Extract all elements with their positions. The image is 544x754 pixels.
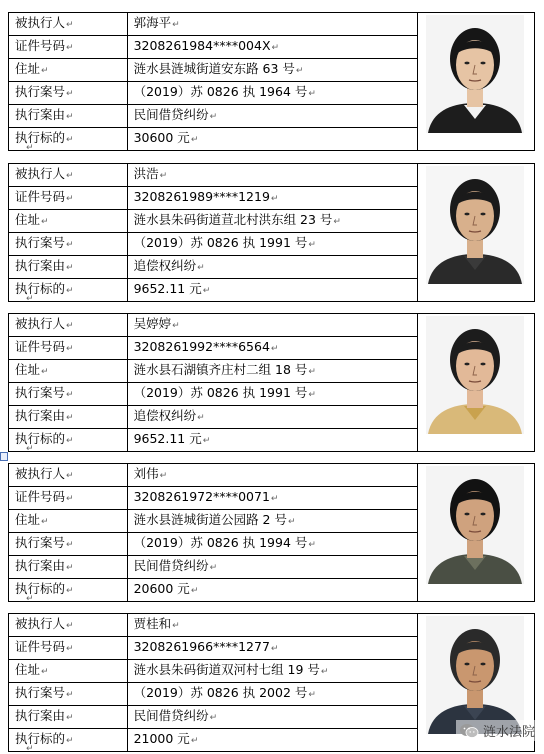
- field-value: [127, 187, 418, 210]
- watermark-text: 涟水法院: [482, 725, 535, 740]
- field-label: [9, 314, 128, 337]
- field-label-text: 住址: [15, 212, 41, 227]
- field-value-text: 刘伟: [133, 466, 159, 481]
- cell-end-mark: ↵: [66, 344, 74, 354]
- field-label: [9, 510, 128, 533]
- portrait-photo: [426, 616, 524, 734]
- portrait-photo: [426, 466, 524, 584]
- field-label-text: 住址: [15, 512, 41, 527]
- field-value-text: 贾桂和: [133, 616, 172, 631]
- field-value-text: 洪浩: [133, 166, 159, 181]
- field-value: [127, 210, 418, 233]
- cell-end-mark: ↵: [308, 367, 316, 377]
- cell-end-mark: ↵: [66, 194, 74, 204]
- cell-end-mark: ↵: [66, 135, 74, 145]
- field-label-text: 执行案由: [15, 558, 66, 573]
- cell-end-mark: ↵: [66, 563, 74, 573]
- field-label-text: 执行标的: [15, 731, 66, 746]
- field-label-text: 证件号码: [15, 189, 66, 204]
- record-table: [8, 463, 535, 602]
- field-value-text: 追偿权纠纷: [133, 408, 197, 423]
- record-table: [8, 12, 535, 151]
- field-value: [127, 556, 418, 579]
- field-label: [9, 660, 128, 683]
- left-eye: [465, 663, 470, 666]
- field-value: [127, 487, 418, 510]
- cell-end-mark: ↵: [66, 171, 74, 181]
- field-label: [9, 383, 128, 406]
- photo-cell: [418, 13, 535, 151]
- cell-end-mark: ↵: [308, 240, 316, 250]
- field-value-text: 3208261966****1277: [133, 639, 270, 654]
- field-value: [127, 256, 418, 279]
- cell-end-mark: ↵: [66, 436, 74, 446]
- cell-end-mark: ↵: [66, 112, 74, 122]
- cell-end-mark: ↵: [172, 20, 180, 30]
- field-label-text: 证件号码: [15, 639, 66, 654]
- field-label-text: 执行案号: [15, 535, 66, 550]
- field-value: [127, 683, 418, 706]
- cell-end-mark: ↵: [287, 517, 296, 527]
- field-value: [127, 614, 418, 637]
- cell-end-mark: ↵: [66, 621, 74, 631]
- cell-end-mark: ↵: [190, 135, 199, 145]
- field-label-text: 执行案由: [15, 107, 66, 122]
- defendant-record: [8, 463, 535, 602]
- cell-end-mark: ↵: [202, 286, 211, 296]
- cell-end-mark: ↵: [209, 112, 218, 122]
- cell-end-mark: ↵: [209, 713, 218, 723]
- field-value-text: （2019）苏 0826 执 2002 号: [133, 685, 308, 700]
- right-eye: [481, 513, 486, 516]
- field-label-text: 被执行人: [15, 616, 66, 631]
- field-label: [9, 556, 128, 579]
- field-label-text: 证件号码: [15, 38, 66, 53]
- field-value-text: 民间借贷纠纷: [133, 708, 209, 723]
- watermark: [456, 720, 538, 741]
- cell-end-mark: ↵: [270, 344, 279, 354]
- cell-end-mark: ↵: [41, 217, 49, 227]
- field-value-text: 涟水县涟城街道公园路 2 号: [133, 512, 287, 527]
- cell-end-mark: ↵: [159, 471, 168, 481]
- record-row: [9, 614, 535, 637]
- cell-end-mark: ↵: [41, 667, 49, 677]
- field-label: [9, 233, 128, 256]
- field-value: [127, 729, 418, 752]
- left-eye: [465, 513, 470, 516]
- record-row: [9, 314, 535, 337]
- cell-end-mark: ↵: [308, 89, 316, 99]
- photo-cell: [418, 314, 535, 452]
- cell-end-mark: ↵: [66, 690, 74, 700]
- portrait-photo: [426, 15, 524, 133]
- paragraph-mark: ↵: [26, 294, 34, 304]
- field-value-text: 涟水县涟城街道安东路 63 号: [133, 61, 295, 76]
- field-label: [9, 683, 128, 706]
- field-label-text: 证件号码: [15, 339, 66, 354]
- defendant-record: [8, 163, 535, 302]
- cell-end-mark: ↵: [190, 586, 199, 596]
- field-value: [127, 128, 418, 151]
- cell-end-mark: ↵: [66, 89, 74, 99]
- cell-end-mark: ↵: [308, 690, 316, 700]
- portrait-photo: [426, 316, 524, 434]
- cell-end-mark: ↵: [197, 263, 205, 273]
- field-value-text: （2019）苏 0826 执 1994 号: [133, 535, 308, 550]
- field-value-text: （2019）苏 0826 执 1991 号: [133, 385, 308, 400]
- cell-end-mark: ↵: [66, 586, 74, 596]
- cell-end-mark: ↵: [172, 621, 180, 631]
- cell-end-mark: ↵: [66, 263, 74, 273]
- defendant-record: [8, 12, 535, 151]
- field-label-text: 执行案号: [15, 84, 66, 99]
- field-value-text: 3208261992****6564: [133, 339, 270, 354]
- cell-end-mark: ↵: [270, 494, 279, 504]
- cell-end-mark: ↵: [66, 540, 74, 550]
- cell-end-mark: ↵: [295, 66, 304, 76]
- field-label-text: 证件号码: [15, 489, 66, 504]
- portrait-photo: [426, 166, 524, 284]
- field-label-text: 住址: [15, 662, 41, 677]
- field-label-text: 执行案由: [15, 408, 66, 423]
- cell-end-mark: ↵: [41, 517, 49, 527]
- record-row: [9, 164, 535, 187]
- photo-cell: [418, 164, 535, 302]
- record-table: [8, 163, 535, 302]
- field-value: [127, 36, 418, 59]
- right-eye: [481, 213, 486, 216]
- field-label: [9, 13, 128, 36]
- field-label-text: 被执行人: [15, 466, 66, 481]
- field-label-text: 被执行人: [15, 15, 66, 30]
- defendant-record: [8, 313, 535, 452]
- field-value-text: 民间借贷纠纷: [133, 558, 209, 573]
- field-value-text: 3208261972****0071: [133, 489, 270, 504]
- field-label: [9, 406, 128, 429]
- field-label: [9, 614, 128, 637]
- field-label: [9, 36, 128, 59]
- field-label: [9, 337, 128, 360]
- field-label: [9, 637, 128, 660]
- field-value-text: 3208261989****1219: [133, 189, 270, 204]
- field-value: [127, 13, 418, 36]
- field-label: [9, 464, 128, 487]
- field-value: [127, 233, 418, 256]
- cell-end-mark: ↵: [270, 644, 279, 654]
- cell-end-mark: ↵: [320, 667, 329, 677]
- field-value-text: 涟水县朱码街道双河村七组 19 号: [133, 662, 320, 677]
- field-label-text: 执行案由: [15, 708, 66, 723]
- cell-end-mark: ↵: [66, 713, 74, 723]
- field-value-text: 21000 元: [133, 731, 190, 746]
- field-value: [127, 82, 418, 105]
- left-eye: [465, 213, 470, 216]
- field-value-text: 9652.11 元: [133, 281, 202, 296]
- field-value-text: （2019）苏 0826 执 1964 号: [133, 84, 308, 99]
- paragraph-mark: ↵: [26, 594, 34, 604]
- wechat-icon: [459, 723, 479, 739]
- field-label: [9, 210, 128, 233]
- cell-end-mark: ↵: [66, 471, 74, 481]
- right-eye: [481, 62, 486, 65]
- field-value-text: 20600 元: [133, 581, 190, 596]
- cell-end-mark: ↵: [172, 321, 180, 331]
- field-value: [127, 429, 418, 452]
- field-label-text: 被执行人: [15, 316, 66, 331]
- cell-end-mark: ↵: [66, 390, 74, 400]
- cell-end-mark: ↵: [270, 194, 279, 204]
- field-label: [9, 487, 128, 510]
- field-label-text: 执行案号: [15, 685, 66, 700]
- cell-end-mark: ↵: [66, 20, 74, 30]
- left-eye: [465, 62, 470, 65]
- record-row: [9, 464, 535, 487]
- cell-end-mark: ↵: [308, 390, 316, 400]
- field-label: [9, 360, 128, 383]
- record-row: [9, 13, 535, 36]
- cell-end-mark: ↵: [308, 540, 316, 550]
- field-value: [127, 360, 418, 383]
- cell-end-mark: ↵: [66, 286, 74, 296]
- field-value-text: 郭海平: [133, 15, 172, 30]
- field-label-text: 执行案号: [15, 235, 66, 250]
- cell-end-mark: ↵: [41, 66, 49, 76]
- field-value: [127, 337, 418, 360]
- field-label-text: 住址: [15, 362, 41, 377]
- field-value-text: 3208261984****004X: [133, 38, 271, 53]
- field-value-text: 追偿权纠纷: [133, 258, 197, 273]
- cell-end-mark: ↵: [66, 736, 74, 746]
- field-label: [9, 706, 128, 729]
- field-value: [127, 464, 418, 487]
- cell-end-mark: ↵: [209, 563, 218, 573]
- field-value: [127, 383, 418, 406]
- field-value-text: 30600 元: [133, 130, 190, 145]
- field-label-text: 执行案号: [15, 385, 66, 400]
- record-table: [8, 313, 535, 452]
- cell-end-mark: ↵: [66, 494, 74, 504]
- cell-end-mark: ↵: [41, 367, 49, 377]
- cell-end-mark: ↵: [197, 413, 205, 423]
- field-value: [127, 164, 418, 187]
- cell-end-mark: ↵: [66, 644, 74, 654]
- table-move-handle[interactable]: [0, 452, 8, 461]
- field-label-text: 执行标的: [15, 130, 66, 145]
- right-eye: [481, 363, 486, 366]
- cell-end-mark: ↵: [333, 217, 341, 227]
- field-value-text: 民间借贷纠纷: [133, 107, 209, 122]
- cell-end-mark: ↵: [66, 240, 74, 250]
- field-value: [127, 510, 418, 533]
- field-label-text: 执行标的: [15, 281, 66, 296]
- field-value: [127, 314, 418, 337]
- field-label-text: 执行标的: [15, 431, 66, 446]
- field-value: [127, 579, 418, 602]
- right-eye: [481, 663, 486, 666]
- left-eye: [465, 363, 470, 366]
- field-value-text: 涟水县朱码街道荁北村洪东组 23 号: [133, 212, 333, 227]
- paragraph-mark: ↵: [26, 143, 34, 153]
- field-label: [9, 256, 128, 279]
- field-label: [9, 164, 128, 187]
- cell-end-mark: ↵: [271, 43, 280, 53]
- field-label-text: 执行案由: [15, 258, 66, 273]
- field-value: [127, 660, 418, 683]
- field-label: [9, 59, 128, 82]
- field-value-text: 吴婷婷: [133, 316, 172, 331]
- cell-end-mark: ↵: [202, 436, 211, 446]
- cell-end-mark: ↵: [66, 321, 74, 331]
- field-label: [9, 105, 128, 128]
- paragraph-mark: ↵: [26, 744, 34, 754]
- field-value: [127, 59, 418, 82]
- field-value: [127, 105, 418, 128]
- field-value: [127, 706, 418, 729]
- field-value: [127, 279, 418, 302]
- cell-end-mark: ↵: [190, 736, 199, 746]
- field-value-text: （2019）苏 0826 执 1991 号: [133, 235, 308, 250]
- field-value-text: 9652.11 元: [133, 431, 202, 446]
- cell-end-mark: ↵: [159, 171, 168, 181]
- field-label: [9, 82, 128, 105]
- field-value: [127, 406, 418, 429]
- field-value-text: 涟水县石湖镇齐庄村二组 18 号: [133, 362, 308, 377]
- field-value: [127, 637, 418, 660]
- cell-end-mark: ↵: [66, 43, 74, 53]
- field-label: [9, 533, 128, 556]
- photo-cell: [418, 464, 535, 602]
- cell-end-mark: ↵: [66, 413, 74, 423]
- paragraph-mark: ↵: [26, 444, 34, 454]
- field-label-text: 被执行人: [15, 166, 66, 181]
- field-label-text: 住址: [15, 61, 41, 76]
- field-value: [127, 533, 418, 556]
- field-label-text: 执行标的: [15, 581, 66, 596]
- field-label: [9, 187, 128, 210]
